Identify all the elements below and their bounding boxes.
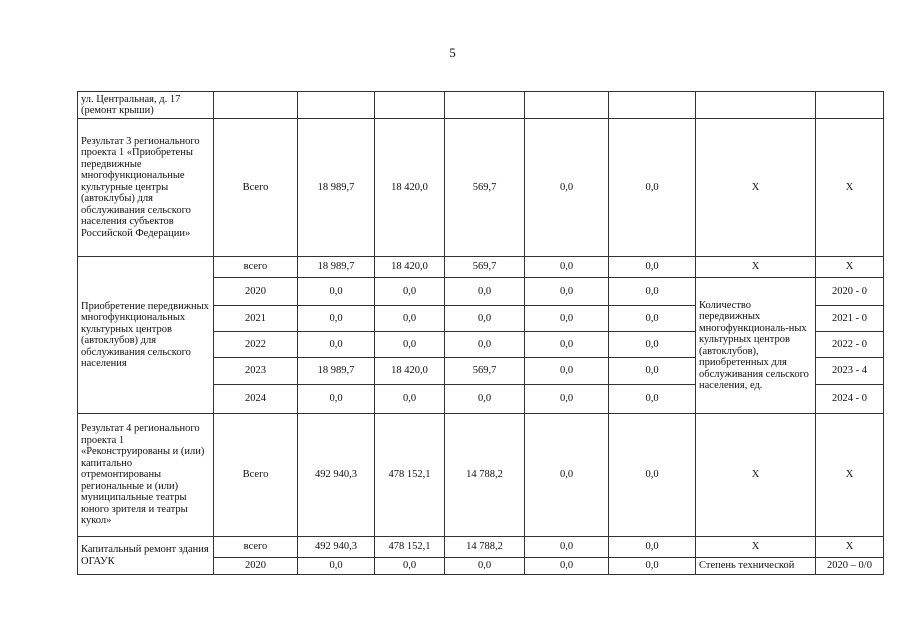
year-cell: 2024 — [214, 385, 298, 414]
indicator-cell: Х — [696, 257, 816, 278]
indicator-cell: Х — [696, 414, 816, 537]
value-cell: 0,0 — [375, 332, 445, 358]
indicator-cell: Х — [696, 537, 816, 558]
target-cell: 2023 - 4 — [816, 358, 884, 385]
target-cell: Х — [816, 119, 884, 257]
target-cell: 2024 - 0 — [816, 385, 884, 414]
value-cell: 0,0 — [445, 558, 525, 575]
target-cell: 2020 – 0/0 — [816, 558, 884, 575]
year-cell: Всего — [214, 119, 298, 257]
page-number: 5 — [449, 45, 456, 60]
year-cell: Всего — [214, 414, 298, 537]
value-cell: 18 989,7 — [298, 358, 375, 385]
target-cell: 2020 - 0 — [816, 278, 884, 306]
value-cell: 0,0 — [298, 385, 375, 414]
value-cell: 0,0 — [525, 414, 609, 537]
value-cell: 0,0 — [525, 119, 609, 257]
row-description: Приобретение передвижных многофункциональных культурных центров (автоклубов) для обслуживания сельского населения — [78, 257, 214, 414]
value-cell: 0,0 — [525, 385, 609, 414]
value-cell: 0,0 — [445, 278, 525, 306]
year-cell: 2020 — [214, 558, 298, 575]
value-cell: 18 420,0 — [375, 358, 445, 385]
value-cell: 569,7 — [445, 358, 525, 385]
value-cell: 18 989,7 — [298, 257, 375, 278]
target-cell: Х — [816, 414, 884, 537]
table-row — [78, 119, 884, 257]
value-cell: 0,0 — [609, 358, 696, 385]
value-cell: 0,0 — [445, 385, 525, 414]
table-row — [78, 257, 884, 278]
value-cell: 0,0 — [525, 558, 609, 575]
value-cell: 0,0 — [525, 358, 609, 385]
indicator-cell: Количество передвижных многофункциональ-ных культурных центров (автоклубов), приобретенных для обслуживания сельского населения, ед. — [696, 278, 816, 414]
row-description: Результат 3 регионального проекта 1 «Приобретены передвижные многофункциональные культурные центры (автоклубы) для обслуживания сельского населения субъектов Российской Федерации» — [78, 119, 214, 257]
value-cell: 0,0 — [298, 306, 375, 332]
target-cell: 2021 - 0 — [816, 306, 884, 332]
value-cell: 0,0 — [375, 385, 445, 414]
value-cell: 0,0 — [609, 332, 696, 358]
target-cell: 2022 - 0 — [816, 332, 884, 358]
value-cell: 0,0 — [525, 306, 609, 332]
row-description: ул. Центральная, д. 17 (ремонт крыши) — [78, 92, 214, 119]
value-cell: 0,0 — [375, 278, 445, 306]
value-cell: 0,0 — [609, 385, 696, 414]
year-cell: 2021 — [214, 306, 298, 332]
table-row — [78, 92, 884, 119]
value-cell: 0,0 — [375, 306, 445, 332]
value-cell: 0,0 — [609, 257, 696, 278]
indicator-cell: Х — [696, 119, 816, 257]
value-cell: 14 788,2 — [445, 537, 525, 558]
value-cell: 478 152,1 — [375, 414, 445, 537]
year-cell: 2022 — [214, 332, 298, 358]
value-cell: 0,0 — [445, 306, 525, 332]
value-cell: 569,7 — [445, 119, 525, 257]
value-cell: 0,0 — [609, 414, 696, 537]
value-cell: 569,7 — [445, 257, 525, 278]
target-cell: Х — [816, 537, 884, 558]
value-cell: 0,0 — [609, 306, 696, 332]
value-cell: 0,0 — [298, 332, 375, 358]
value-cell: 0,0 — [298, 278, 375, 306]
value-cell: 0,0 — [375, 558, 445, 575]
value-cell: 492 940,3 — [298, 537, 375, 558]
value-cell: 492 940,3 — [298, 414, 375, 537]
value-cell: 0,0 — [609, 119, 696, 257]
row-description: Капитальный ремонт здания ОГАУК — [78, 537, 214, 575]
year-cell: всего — [214, 257, 298, 278]
value-cell: 18 420,0 — [375, 257, 445, 278]
table-row — [78, 414, 884, 537]
value-cell: 0,0 — [445, 332, 525, 358]
row-description: Результат 4 регионального проекта 1 «Реконструированы и (или) капитально отремонтированы региональные и (или) муниципальные театры юного зрителя и театры кукол» — [78, 414, 214, 537]
year-cell: 2023 — [214, 358, 298, 385]
value-cell: 0,0 — [298, 558, 375, 575]
value-cell: 0,0 — [525, 278, 609, 306]
indicator-cell: Степень технической — [696, 558, 816, 575]
value-cell: 0,0 — [609, 537, 696, 558]
year-cell: всего — [214, 537, 298, 558]
value-cell: 0,0 — [525, 332, 609, 358]
value-cell: 478 152,1 — [375, 537, 445, 558]
value-cell: 0,0 — [525, 257, 609, 278]
table-row — [78, 537, 884, 558]
year-cell: 2020 — [214, 278, 298, 306]
value-cell: 18 989,7 — [298, 119, 375, 257]
target-cell: Х — [816, 257, 884, 278]
budget-table — [77, 91, 884, 575]
value-cell: 0,0 — [609, 278, 696, 306]
value-cell: 0,0 — [609, 558, 696, 575]
value-cell: 14 788,2 — [445, 414, 525, 537]
value-cell: 0,0 — [525, 537, 609, 558]
value-cell: 18 420,0 — [375, 119, 445, 257]
